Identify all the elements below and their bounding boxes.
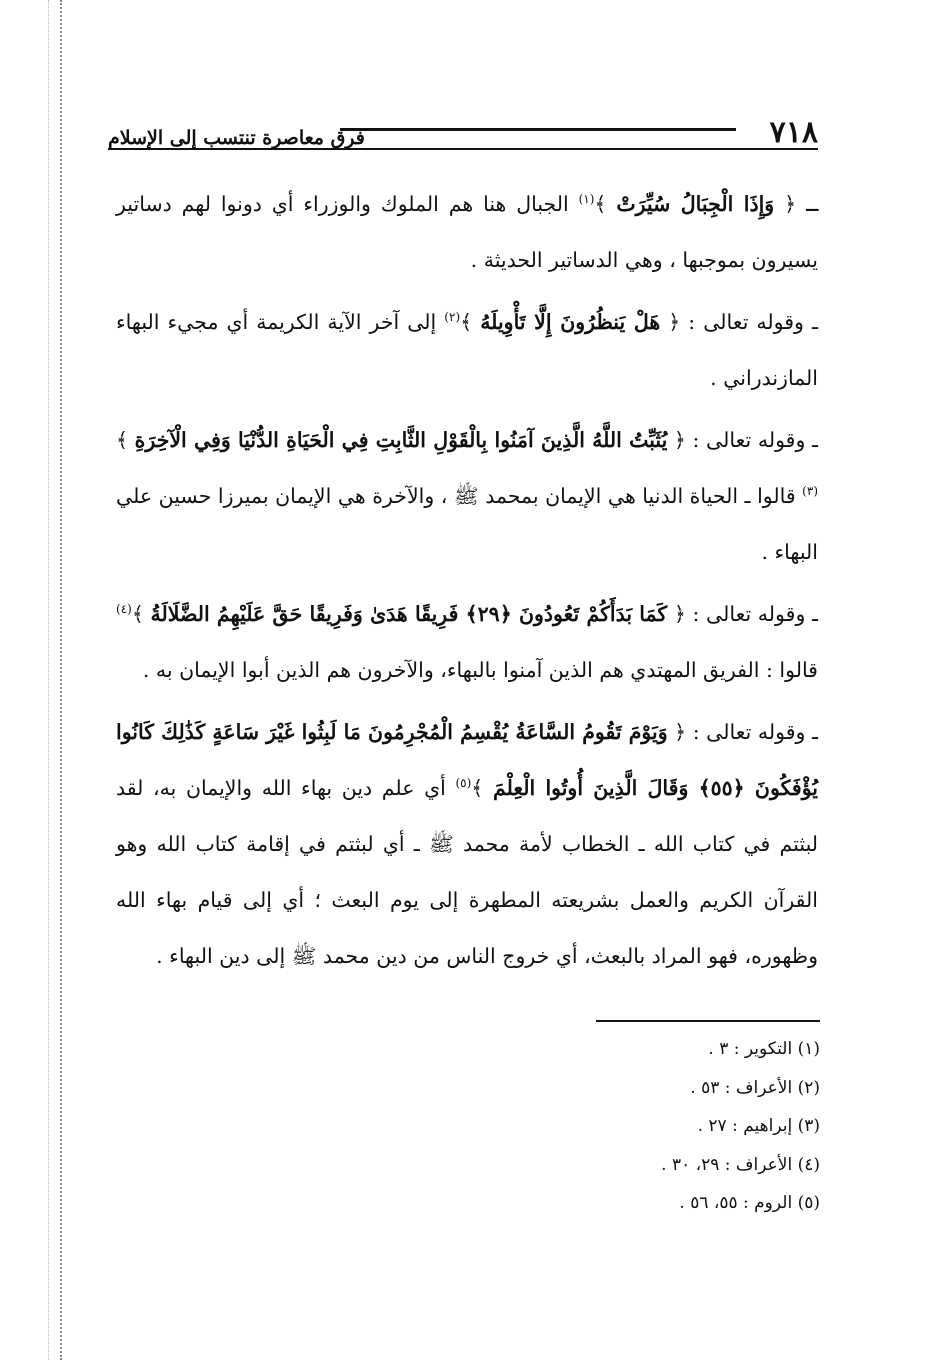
body-text (116, 176, 818, 990)
paragraph-lead: ـ وقوله تعالى : (680, 310, 818, 334)
paragraph (116, 294, 818, 406)
footnote-ref: (٢) (444, 310, 461, 325)
verse-open-bracket: ﴿ (784, 192, 797, 216)
paragraph (116, 176, 818, 288)
paragraph (116, 704, 818, 984)
binding-dotted-line-faint (48, 0, 49, 1360)
verse-open-bracket: ﴿ (673, 602, 686, 626)
running-title: فرق معاصرة تنتسب إلى الإسلام (108, 127, 365, 149)
footnote-ref: (١) (578, 192, 595, 207)
footnote-ref: (٥) (455, 776, 472, 791)
paragraph-text: قالوا : الفريق المهتدي هم الذين آمنوا بالبهاء، والآخرون هم الذين أبوا الإيمان به . (142, 658, 818, 682)
paragraph-text: أي علم دين بهاء الله والإيمان به، لقد لبثتم في كتاب الله ـ الخطاب لأمة محمد ﷺ ـ أي لبثتم في إقامة كتاب الله وهو القرآن الكريم والعمل بشريعته المطهرة إلى يوم البعث ؛ أي إلى قيام بهاء الله وظهوره، فهو المراد بالبعث، أي خروج الناس من دين محمد ﷺ إلى دين البهاء . (116, 776, 818, 968)
verse-close-bracket: ﴾ (116, 428, 129, 452)
paragraph-text: قالوا ـ الحياة الدنيا هي الإيمان بمحمد ﷺ ، والآخرة هي الإيمان بميرزا حسين علي البهاء . (116, 484, 818, 564)
verse-open-bracket: ﴿ (668, 310, 681, 334)
footnotes (400, 1030, 820, 1223)
paragraph (116, 586, 818, 698)
quran-verse: هَلْ يَنظُرُونَ إِلَّا تَأْوِيلَهُ (480, 310, 661, 334)
paragraph (116, 412, 818, 580)
verse-close-bracket: ﴾ (594, 192, 607, 216)
page-header (108, 98, 818, 148)
footnote: (٢) الأعراف : ٥٣ . (690, 1077, 820, 1098)
quran-verse: كَمَا بَدَأَكُمْ تَعُودُونَ ﴿٢٩﴾ فَرِيقًا هَدَىٰ وَفَرِيقًا حَقَّ عَلَيْهِمُ الضَّلَالَةُ (150, 602, 668, 626)
footnote: (٣) إبراهيم : ٢٧ . (697, 1116, 820, 1136)
footnote-ref: (٤) (116, 602, 132, 617)
footnote: (٥) الروم : ٥٥، ٥٦ . (679, 1193, 820, 1213)
paragraph-text: إلى آخر الآية الكريمة أي مجيء البهاء المازندراني . (116, 310, 818, 390)
quran-verse: وَيَوْمَ تَقُومُ السَّاعَةُ يُقْسِمُ الْمُجْرِمُونَ مَا لَبِثُوا غَيْرَ سَاعَةٍ كَذَٰلِكَ كَانُوا يُؤْفَكُونَ ﴿٥٥﴾ وَقَالَ الَّذِينَ أُوتُوا الْعِلْمَ (116, 720, 818, 800)
verse-close-bracket: ﴾ (131, 602, 144, 626)
paragraph-lead: ـ وقوله تعالى : (685, 428, 818, 452)
quran-verse: يُثَبِّتُ اللَّهُ الَّذِينَ آمَنُوا بِالْقَوْلِ الثَّابِتِ فِي الْحَيَاةِ الدُّنْيَا وَفِي الْآخِرَةِ (134, 428, 668, 452)
page-number: ٧١٨ (769, 115, 818, 150)
footnote-ref: (٣) (802, 484, 818, 499)
paragraph-text: الجبال هنا هم الملوك والوزراء أي دونوا لهم دساتير يسيرون بموجبها ، وهي الدساتير الحديثة . (116, 192, 818, 272)
verse-close-bracket: ﴾ (471, 776, 484, 800)
header-rule (108, 148, 818, 150)
paragraph-lead: ـ وقوله تعالى : (685, 602, 818, 626)
verse-open-bracket: ﴿ (673, 428, 686, 452)
quran-verse: وَإِذَا الْجِبَالُ سُيِّرَتْ (616, 192, 775, 216)
footnote: (١) التكوير : ٣ . (708, 1039, 820, 1059)
paragraph-lead: ـ (796, 192, 818, 216)
header-title-rule (340, 128, 736, 131)
verse-open-bracket: ﴿ (674, 720, 687, 744)
footnote: (٤) الأعراف : ٢٩، ٣٠ . (661, 1154, 820, 1175)
binding-dotted-line (60, 0, 62, 1360)
paragraph-lead: ـ وقوله تعالى : (686, 720, 818, 744)
footnote-separator (596, 1020, 820, 1022)
verse-close-bracket: ﴾ (460, 310, 473, 334)
